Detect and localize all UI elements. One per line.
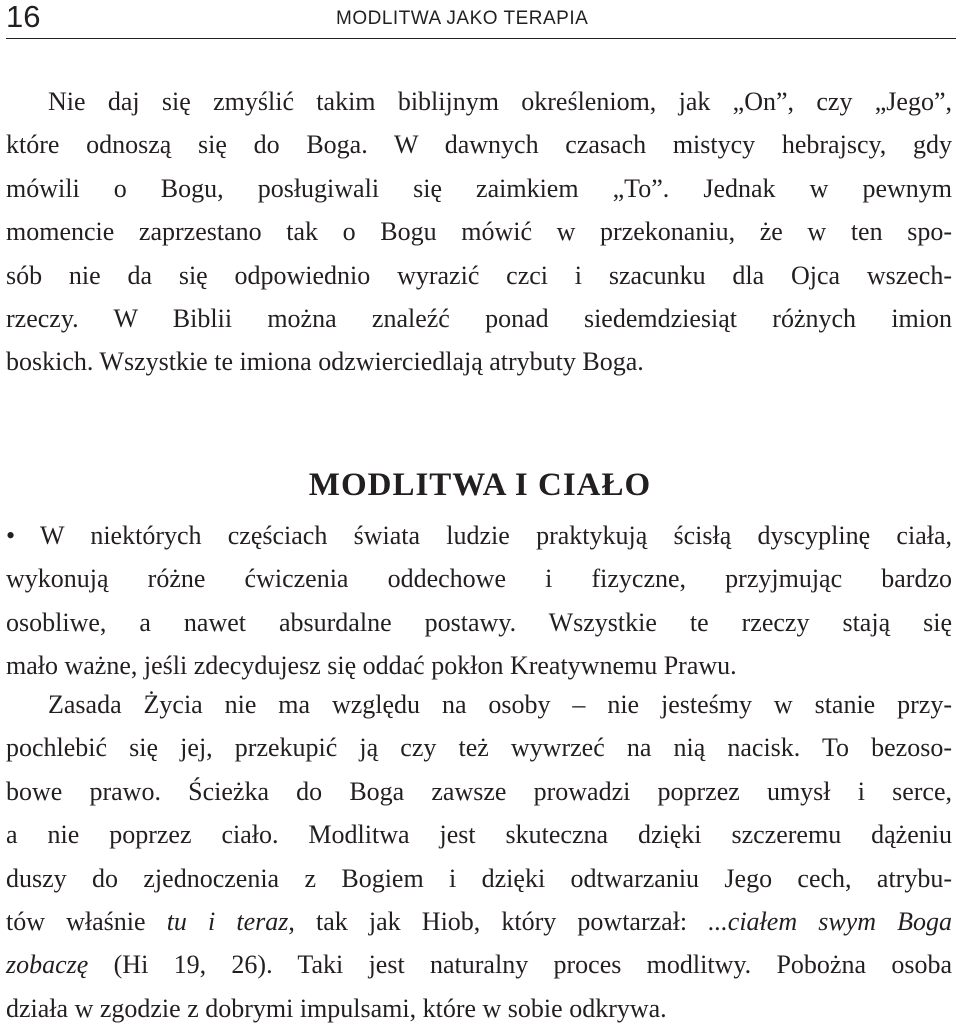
text-line: działa w zgodzie z dobrymi impulsami, które w sobie odkrywa. <box>6 993 667 1023</box>
text-line: a nie poprzez ciało. Modlitwa jest skuteczna dzięki szczeremu dążeniu <box>6 820 952 850</box>
text-line: Nie daj się zmyślić takim biblijnym określeniom, jak „On”, czy „Jego”, <box>48 87 952 116</box>
text-segment: , tak jak Hiob, który powtarzał: <box>288 907 709 937</box>
running-title: MODLITWA JAKO TERAPIA <box>336 8 589 29</box>
page-number: 16 <box>6 0 41 34</box>
paragraph-body-discipline <box>6 514 952 688</box>
bullet-icon: • <box>6 521 16 550</box>
text-line <box>6 514 952 557</box>
text-line: rzeczy. W Biblii można znaleźć ponad siedemdziesiąt różnych imion <box>6 304 952 334</box>
paragraph-names-of-god <box>6 80 952 384</box>
bible-quote: ...ciałem swym Boga <box>708 907 953 937</box>
text-line: momencie zaprzestano tak o Bogu mówić w przekonaniu, że w ten spo- <box>6 217 952 247</box>
text-line: duszy do zjednoczenia z Bogiem i dzięki odtwarzaniu Jego cech, atrybu- <box>6 863 952 893</box>
text-line <box>6 900 952 943</box>
text-line: wykonują różne ćwiczenia oddechowe i fizyczne, przyjmując bardzo <box>6 564 952 594</box>
text-line: Zasada Życia nie ma względu na osoby – nie jesteśmy w stanie przy- <box>48 690 952 719</box>
bible-quote-end: zobaczę <box>6 950 89 980</box>
text-line: które odnoszą się do Boga. W dawnych czasach mistycy hebrajscy, gdy <box>6 130 952 160</box>
text-line: sób nie da się odpowiednio wyrazić czci i szacunku dla Ojca wszech- <box>6 260 952 290</box>
text-line: osobliwe, a nawet absurdalne postawy. Wszystkie te rzeczy stają się <box>6 607 952 637</box>
text-line: bowe prawo. Ścieżka do Boga zawsze prowadzi poprzez umysł i serce, <box>6 776 952 806</box>
text-line: mało ważne, jeśli zdecydujesz się oddać pokłon Kreatywnemu Prawu. <box>6 651 737 681</box>
text-segment: (Hi 19, 26). Taki jest naturalny proces modlitwy. Pobożna osoba <box>88 950 952 980</box>
text-line: mówili o Bogu, posługiwali się zaimkiem „To”. Jednak w pewnym <box>6 173 952 203</box>
paragraph-principle-of-life <box>6 683 952 1030</box>
section-heading: MODLITWA I CIAŁO <box>308 467 652 503</box>
text-line: boskich. Wszystkie te imiona odzwierciedlają atrybuty Boga. <box>6 347 644 377</box>
text-line: pochlebić się jej, przekupić ją czy też wywrzeć na nią nacisk. To bezoso- <box>6 733 952 763</box>
text-line <box>6 943 952 986</box>
text-line-content: W niektórych częściach świata ludzie praktykują ścisłą dyscyplinę ciała, <box>40 521 952 550</box>
text-segment: tów właśnie <box>6 907 167 937</box>
running-header <box>6 0 956 39</box>
italic-phrase: tu i teraz <box>166 907 289 937</box>
